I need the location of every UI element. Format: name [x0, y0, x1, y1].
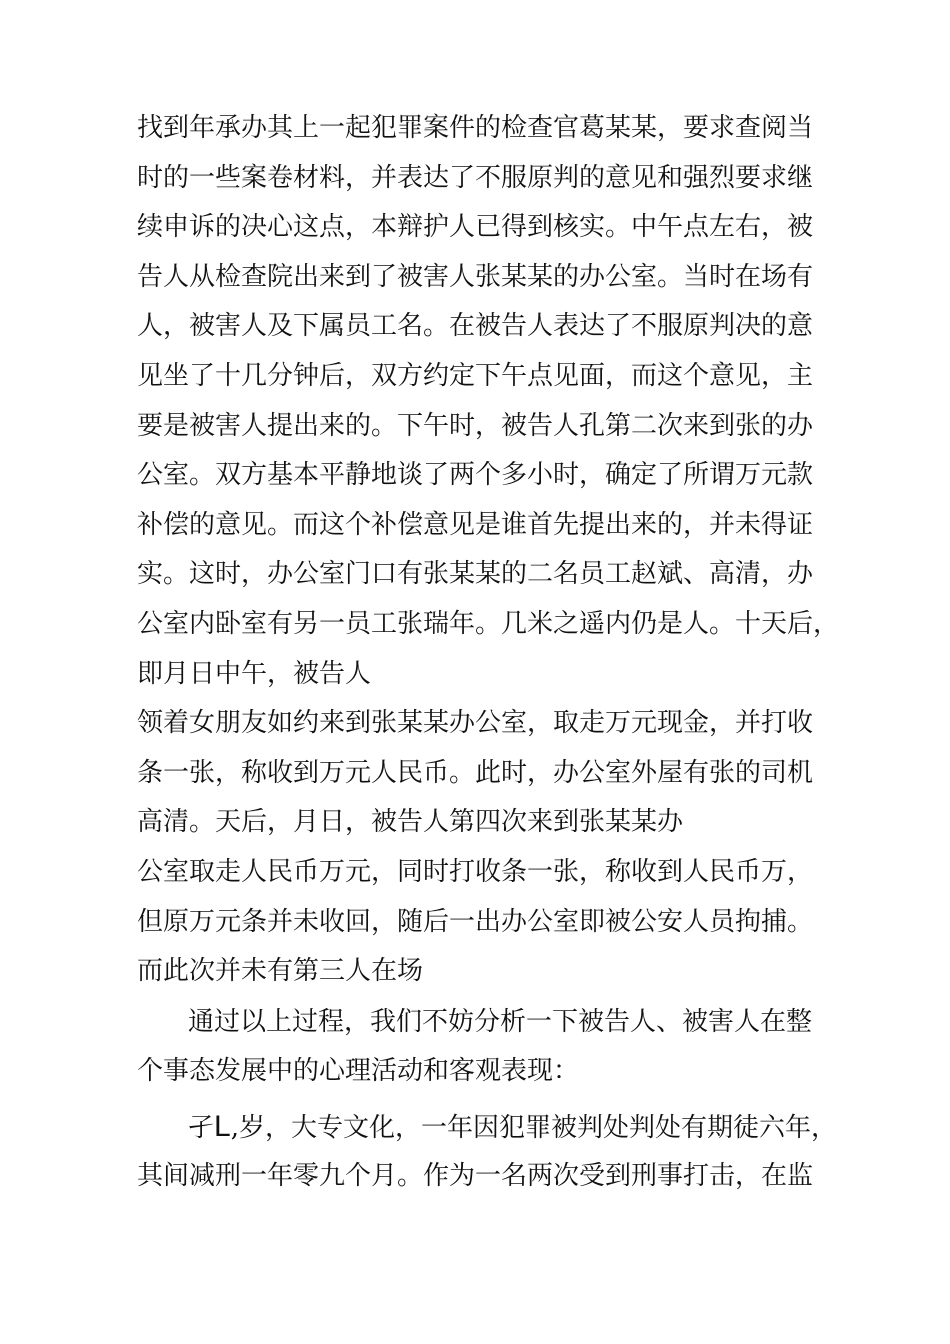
text-line: 公室取走人民币万元，同时打收条一张，称收到人民币万，	[137, 857, 814, 887]
text-prefix: 孑	[188, 1113, 215, 1143]
text-line: 其间减刑一年零九个月。作为一名两次受到刑事打击，在监	[137, 1161, 814, 1191]
text-line: 找到年承办其上一起犯罪案件的检查官葛某某，要求查阅当	[137, 113, 814, 143]
text-line: 公室。双方基本平静地谈了两个多小时，确定了所谓万元款	[137, 460, 814, 490]
text-line: 续申诉的决心这点，本辩护人已得到核实。中午点左右，被	[137, 212, 814, 242]
text-line: 告人从检查院出来到了被害人张某某的办公室。当时在场有	[137, 262, 814, 292]
text-line: 人，被害人及下属员工名。在被告人表达了不服原判决的意	[137, 311, 814, 341]
text-letter: L	[214, 1110, 231, 1143]
text-line: 个事态发展中的心理活动和客观表现：	[137, 1056, 580, 1086]
text-line: 领着女朋友如约来到张某某办公室，取走万元现金，并打收	[137, 708, 814, 738]
text-line: 见坐了十几分钟后，双方约定下午点见面，而这个意见，主	[137, 361, 814, 391]
text-line: 要是被害人提出来的。下午时，被告人孔第二次来到张的办	[137, 411, 814, 441]
text-line: 即月日中午，被告人	[137, 659, 372, 689]
text-line: 条一张，称收到万元人民币。此时，办公室外屋有张的司机	[137, 758, 814, 788]
text-line: 补偿的意见。而这个补偿意见是谁首先提出来的，并未得证	[137, 510, 814, 540]
text-rest: ,岁，大专文化，一年因犯罪被判处判处有期徒六年，	[230, 1113, 837, 1143]
text-line: 而此次并未有第三人在场	[137, 956, 424, 986]
text-line: 实。这时，办公室门口有张某某的二名员工赵斌、高清，办	[137, 559, 814, 589]
text-line: 时的一些案卷材料，并表达了不服原判的意见和强烈要求继	[137, 163, 814, 193]
text-line: 高清。天后，月日，被告人第四次来到张某某办	[137, 807, 684, 837]
text-line: 但原万元条并未收回，随后一出办公室即被公安人员拘捕。	[137, 907, 814, 937]
text-line: 通过以上过程，我们不妨分析一下被告人、被害人在整	[188, 1007, 813, 1037]
text-line: 公室内卧室有另一员工张瑞年。几米之遥内仍是人。十天后，	[137, 609, 840, 639]
text-line	[188, 1110, 837, 1145]
